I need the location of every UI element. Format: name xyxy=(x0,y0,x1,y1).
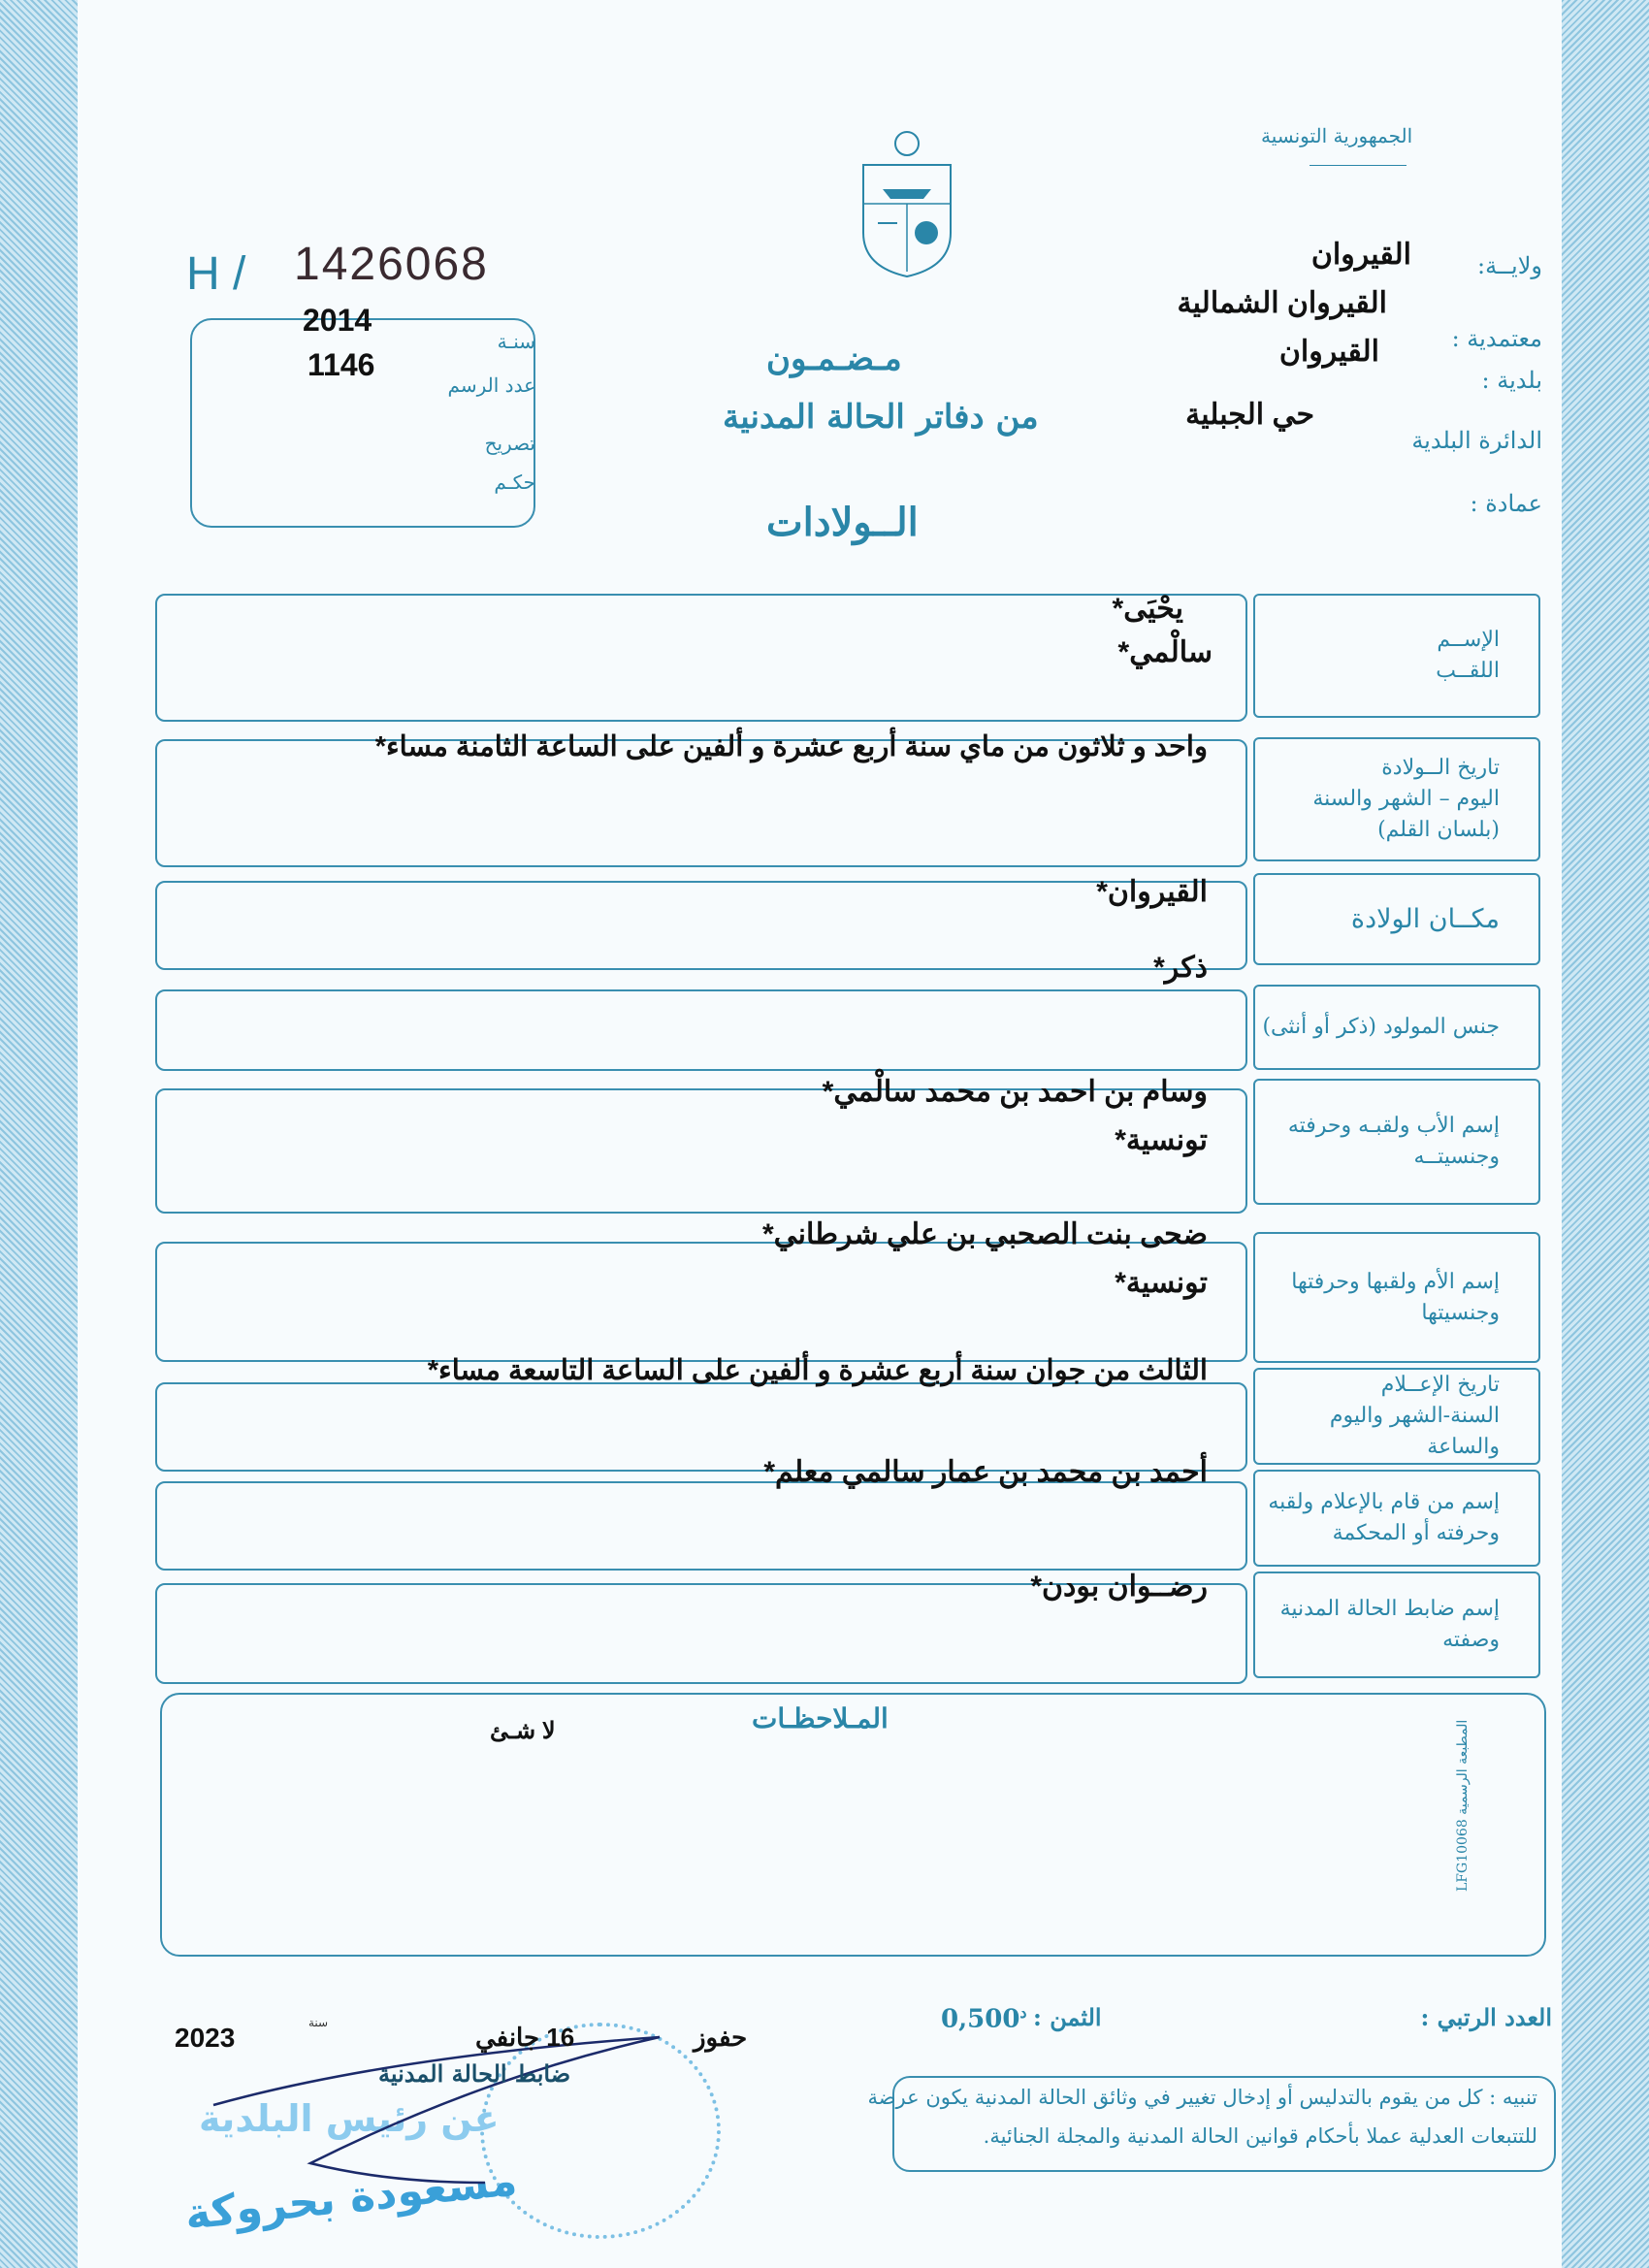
issued-day-month: 16 جانفي xyxy=(475,2023,575,2052)
mother-value: ضحى بنت الصحبي بن علي شرطاني* xyxy=(761,1218,1208,1250)
record-number-value: 1146 xyxy=(307,347,375,382)
price-value xyxy=(941,2003,1027,2034)
birth-date-label-box xyxy=(1253,737,1540,861)
sex-value-box xyxy=(155,989,1247,1071)
officer-sublabel: وصفته xyxy=(1442,1628,1500,1652)
declarant-sublabel: وحرفته أو المحكمة xyxy=(1332,1521,1500,1545)
section-title: الــولادات xyxy=(766,500,919,545)
signature-name: مسعودة بحروكة xyxy=(182,2155,520,2240)
name-value-box xyxy=(155,594,1247,722)
mother-label: إسم الأم ولقبها وحرفتها xyxy=(1291,1269,1500,1294)
birth-date-label: تاريخ الــولادة xyxy=(1381,756,1500,781)
district-value: حي الجبلية xyxy=(1185,399,1314,431)
mother-value-box xyxy=(155,1242,1247,1362)
father-label: إسم الأب ولقبـه وحرفته xyxy=(1287,1114,1500,1139)
officer-title: ضابط الحالة المدنية xyxy=(378,2059,571,2088)
decorative-border-right xyxy=(1562,0,1649,2268)
sector-label: عمادة : xyxy=(1470,490,1542,517)
officer-label: إسم ضابط الحالة المدنية xyxy=(1279,1597,1500,1622)
surname-value: سالْمي* xyxy=(1117,636,1212,668)
mother-nationality-value: تونسية* xyxy=(1115,1267,1208,1299)
issued-year: 2023 xyxy=(175,2023,236,2053)
stamp-text: عن رئيس البلدية xyxy=(199,2097,500,2140)
declaration-date-value: الثالث من جوان سنة أربع عشرة و ألفين على الساعة التاسعة مساء* xyxy=(427,1355,1208,1386)
price-label: الثمن : xyxy=(1033,2003,1102,2031)
delegation-value: القيروان الشمالية xyxy=(1177,287,1387,319)
name-label-box xyxy=(1253,594,1540,718)
printer-mark: المطبعة الرسمية LFG10068 xyxy=(1455,1719,1471,1892)
year-value: 2014 xyxy=(303,303,372,338)
title-line1: مـضـمـون xyxy=(766,340,902,378)
sex-label-box xyxy=(1253,985,1540,1070)
birth-place-label-box xyxy=(1253,873,1540,965)
declaration-date-label-box xyxy=(1253,1368,1540,1465)
birth-date-sublabel: اليوم – الشهر والسنة xyxy=(1312,787,1500,812)
municipality-value: القيروان xyxy=(1278,336,1379,368)
father-label-box xyxy=(1253,1079,1540,1205)
surname-label: اللقــب xyxy=(1436,659,1500,683)
warning-line2: للتتبعات العدلية عملا بأحكام قوانين الحالة المدنية والمجلة الجنائية. xyxy=(983,2124,1537,2148)
mother-label-box xyxy=(1253,1232,1540,1363)
judgment-label: حكـم xyxy=(494,470,535,494)
declarant-label-box xyxy=(1253,1470,1540,1567)
price-amount: 0,500 xyxy=(941,2004,1020,2034)
title-line2: من دفاتر الحالة المدنية xyxy=(723,398,1039,437)
sex-value: ذكر* xyxy=(1153,952,1208,984)
first-name-value: يحْيَى* xyxy=(1112,593,1183,625)
birth-date-note: (بلسان القلم) xyxy=(1377,817,1500,842)
father-nationality-label: وجنسيتــه xyxy=(1413,1145,1500,1169)
district-label: الدائرة البلدية xyxy=(1411,427,1542,454)
father-value: وسام بن احمد بن محمد سالْمي* xyxy=(822,1076,1208,1108)
father-nationality-value: تونسية* xyxy=(1115,1124,1208,1156)
birth-place-value: القيروان* xyxy=(1096,876,1208,908)
birth-place-label: مكــان الولادة xyxy=(1350,903,1500,934)
delegation-label: معتمدية : xyxy=(1451,325,1542,352)
birth-date-value: واحد و ثلاثون من ماي سنة أربع عشرة و ألفين على الساعة الثامنة مساء* xyxy=(374,731,1208,762)
signature-scribble-icon xyxy=(194,2018,679,2212)
serial-number-label: العدد الرتبي : xyxy=(1420,2003,1552,2031)
officer-value: رضــوان بودن* xyxy=(1030,1571,1208,1603)
municipality-label: بلدية : xyxy=(1481,367,1542,394)
serial-number: 1426068 xyxy=(294,239,489,290)
remarks-label: المـلاحظـات xyxy=(752,1702,889,1734)
serial-prefix: H / xyxy=(186,248,246,300)
governorate-value: القيروان xyxy=(1310,239,1411,271)
remarks-value: لا شـئ xyxy=(490,1718,556,1744)
declarant-value: أحمد بن محمد بن عمار سالمي معلم* xyxy=(763,1456,1208,1488)
declarant-label: إسم من قام بالإعلام ولقبه xyxy=(1268,1490,1500,1515)
price-unit: د xyxy=(1019,2003,1027,2022)
declaration-date-label: تاريخ الإعــلام xyxy=(1380,1373,1500,1398)
year-word: سنة xyxy=(308,2016,329,2029)
republic-label: الجمهورية التونسية xyxy=(1261,124,1413,147)
issued-place: حفوز xyxy=(694,2023,748,2052)
governorate-label: ولايــة: xyxy=(1477,252,1542,279)
record-number-label: عدد الرسم xyxy=(447,373,535,397)
declaration-date-sublabel: السنة-الشهر واليوم والساعة xyxy=(1329,1404,1500,1459)
sex-label: جنس المولود (ذكر أو أنثى) xyxy=(1262,1015,1500,1040)
officer-label-box xyxy=(1253,1571,1540,1678)
decorative-border-left xyxy=(0,0,78,2268)
birth-place-value-box xyxy=(155,881,1247,970)
divider xyxy=(1310,165,1406,166)
declarant-value-box xyxy=(155,1481,1247,1571)
declaration-label: تصريح xyxy=(484,432,535,455)
warning-line1: تنبيه : كل من يقوم بالتدليس أو إدخال تغيير في وثائق الحالة المدنية يكون عرضة xyxy=(867,2086,1537,2109)
mother-nationality-label: وجنسيتها xyxy=(1421,1300,1500,1325)
first-name-label: الإســم xyxy=(1437,628,1500,653)
tunisia-coat-of-arms-icon xyxy=(854,126,960,281)
year-label: سنـة xyxy=(497,330,535,353)
